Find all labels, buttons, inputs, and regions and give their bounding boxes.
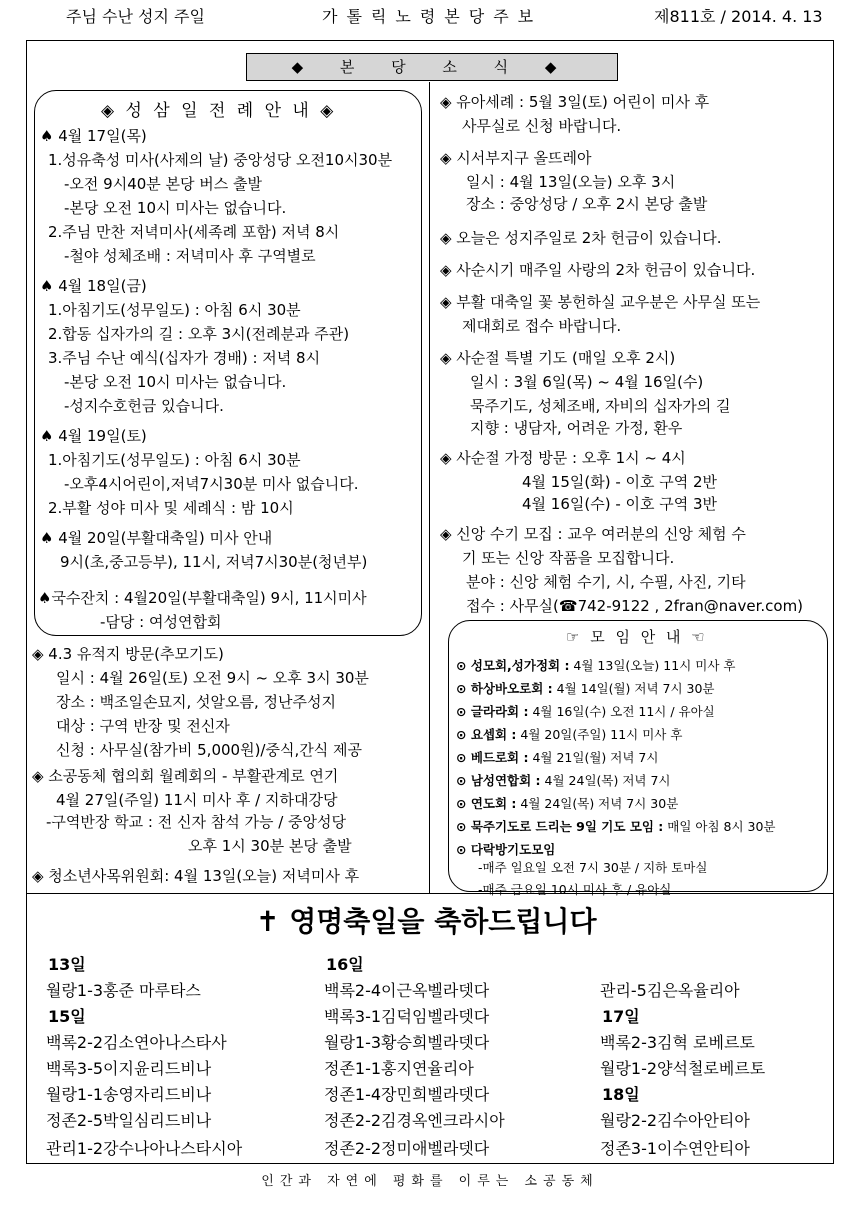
text-line: 4월 27일(주일) 11시 미사 후 / 지하대강당 <box>56 791 338 809</box>
text-line: ♠ 4월 17일(목) <box>40 127 147 145</box>
text-line: ◈ 사순절 특별 기도 (매일 오후 2시) <box>440 349 676 367</box>
feast-name: 관리1-2강수나아나스타시아 <box>46 1139 243 1158</box>
meeting-name: ⊙ 남성연합회 : 4월 24일(목) 저녁 7시 <box>456 773 671 788</box>
text-line: 일시 : 3월 6일(목) ~ 4월 16일(수) <box>470 373 704 391</box>
feast-name: 월랑1-1송영자리드비나 <box>46 1085 212 1104</box>
meeting-name: ⊙ 다락방기도모임 <box>456 842 556 857</box>
feast-name: 정존1-4장민희벨라뎃다 <box>324 1085 490 1104</box>
text-line: 지향 : 냉담자, 어려운 가정, 환우 <box>470 419 683 437</box>
feast-name: 정존2-2김경옥엔크라시아 <box>324 1111 505 1130</box>
text-line: 묵주기도, 성체조배, 자비의 십자가의 길 <box>470 397 731 415</box>
text-line: -본당 오전 10시 미사는 없습니다. <box>64 373 287 391</box>
meeting-name: ⊙ 연도회 : 4월 24일(목) 저녁 7시 30분 <box>456 796 679 811</box>
text-line: ◈ 신앙 수기 모집 : 교우 여러분의 신앙 체험 수 <box>440 525 746 543</box>
meeting-detail: 매일 아침 8시 30분 <box>663 819 776 834</box>
feast-date: 13일 <box>48 955 86 974</box>
text-line: ♠국수잔치 : 4월20일(부활대축일) 9시, 11시미사 <box>38 589 367 607</box>
text-line: ◈ 유아세례 : 5월 3일(토) 어린이 미사 후 <box>440 93 710 111</box>
text-line: 장소 : 중앙성당 / 오후 2시 본당 출발 <box>466 195 708 213</box>
text-line: ◈ 4.3 유적지 방문(추모기도) <box>32 645 224 663</box>
text-line: ♠ 4월 18일(금) <box>40 277 147 295</box>
text-line: -오후4시어린이,저녁7시30분 미사 없습니다. <box>64 475 359 493</box>
text-line: 4월 15일(화) - 이호 구역 2반 <box>522 473 718 491</box>
text-line: 장소 : 백조일손묘지, 섯알오름, 정난주성지 <box>56 693 336 711</box>
text-line: 대상 : 구역 반장 및 전신자 <box>56 717 230 735</box>
meeting-detail: 4월 24일(목) 저녁 7시 <box>540 773 671 788</box>
section-divider <box>26 893 834 894</box>
meeting-detail: 4월 21일(월) 저녁 7시 <box>528 750 659 765</box>
text-line: ◈ 사순절 가정 방문 : 오후 1시 ~ 4시 <box>440 449 686 467</box>
meeting-name: ⊙ 묵주기도로 드리는 9일 기도 모임 : 매일 아침 8시 30분 <box>456 819 776 834</box>
feast-name: 정존2-5박일심리드비나 <box>46 1111 212 1130</box>
feast-name: 월랑2-2김수아안티아 <box>600 1111 750 1130</box>
meeting-name: ⊙ 글라라회 : 4월 16일(수) 오전 11시 / 유아실 <box>456 704 715 719</box>
text-line: 분야 : 신앙 체험 수기, 시, 수필, 사진, 기타 <box>466 573 746 591</box>
column-divider <box>429 82 430 893</box>
text-line: 제대회로 접수 바랍니다. <box>462 317 622 335</box>
text-line: ◈ 청소년사목위원회: 4월 13일(오늘) 저녁미사 후 <box>32 867 360 885</box>
feast-name: 월랑1-3황승희벨라뎃다 <box>324 1033 490 1052</box>
text-line: 1.아침기도(성무일도) : 아침 6시 30분 <box>48 451 301 469</box>
text-line: -철야 성체조배 : 저녁미사 후 구역별로 <box>64 247 316 265</box>
meeting-detail: 4월 24일(목) 저녁 7시 30분 <box>516 796 679 811</box>
feast-date: 18일 <box>602 1085 640 1104</box>
text-line: 신청 : 사무실(참가비 5,000원)/중식,간식 제공 <box>56 741 362 759</box>
meeting-sub-line: -매주 금요일 10시 미사 후 / 유아실 <box>478 882 672 897</box>
feast-date: 15일 <box>48 1007 86 1026</box>
text-line: ◈ 시서부지구 올뜨레아 <box>440 149 592 167</box>
meeting-name: ⊙ 하상바오로회 : 4월 14일(월) 저녁 7시 30분 <box>456 681 715 696</box>
meeting-name: ⊙ 성모회,성가정회 : 4월 13일(오늘) 11시 미사 후 <box>456 658 736 673</box>
text-line: -성지수호헌금 있습니다. <box>64 397 224 415</box>
feast-date: 16일 <box>326 955 364 974</box>
footer-motto: 인간과 자연에 평화를 이루는 소공동체 <box>261 1174 599 1189</box>
meeting-sub-line: -매주 일요일 오전 7시 30분 / 지하 토마실 <box>478 860 708 875</box>
text-line: ◈ 사순시기 매주일 사랑의 2차 헌금이 있습니다. <box>440 261 756 279</box>
header-issue: 제811호 / 2014. 4. 13 <box>654 7 823 26</box>
feast-name: 백록2-3김혁 로베르토 <box>600 1033 755 1052</box>
text-line: 9시(초,중고등부), 11시, 저녁7시30분(청년부) <box>60 553 368 571</box>
feast-name: 관리-5김은옥율리아 <box>600 981 740 1000</box>
text-line: 1.성유축성 미사(사제의 날) 중앙성당 오전10시30분 <box>48 151 393 169</box>
text-line: -구역반장 학교 : 전 신자 참석 가능 / 중앙성당 <box>46 813 346 831</box>
meeting-detail: 4월 13일(오늘) 11시 미사 후 <box>569 658 736 673</box>
feast-date: 17일 <box>602 1007 640 1026</box>
text-line: ♠ 4월 20일(부활대축일) 미사 안내 <box>40 529 273 547</box>
feast-name: 백록2-4이근옥벨라뎃다 <box>324 981 490 1000</box>
feast-name: 월랑1-2양석철로베르토 <box>600 1059 766 1078</box>
feast-name: 백록3-1김덕임벨라뎃다 <box>324 1007 490 1026</box>
header-left: 주님 수난 성지 주일 <box>66 7 205 26</box>
text-line: -오전 9시40분 본당 버스 출발 <box>64 175 263 193</box>
feast-name: 백록3-5이지윤리드비나 <box>46 1059 212 1078</box>
text-line: 2.주님 만찬 저녁미사(세족례 포함) 저녁 8시 <box>48 223 340 241</box>
text-line: 사무실로 신청 바랍니다. <box>462 117 622 135</box>
text-line: 기 또는 신앙 작품을 모집합니다. <box>462 549 675 567</box>
meeting-detail: 4월 16일(수) 오전 11시 / 유아실 <box>528 704 715 719</box>
meeting-name: ⊙ 베드로회 : 4월 21일(월) 저녁 7시 <box>456 750 659 765</box>
feast-name: 월랑1-3홍준 마루타스 <box>46 981 201 1000</box>
text-line: ♠ 4월 19일(토) <box>40 427 147 445</box>
text-line: 오후 1시 30분 본당 출발 <box>188 837 352 855</box>
meeting-detail: 4월 20일(주일) 11시 미사 후 <box>516 727 683 742</box>
header-title: 가톨릭노령본당주보 <box>322 7 543 26</box>
feast-name: 정존1-1홍지연율리아 <box>324 1059 474 1078</box>
text-line: 2.합동 십자가의 길 : 오후 3시(전례분과 주관) <box>48 325 350 343</box>
text-line: -담당 : 여성연합회 <box>100 613 222 631</box>
text-line: 1.아침기도(성무일도) : 아침 6시 30분 <box>48 301 301 319</box>
feast-name: 백록2-2김소연아나스타사 <box>46 1033 227 1052</box>
text-line: 접수 : 사무실(☎742-9122 , 2fran@naver.com) <box>466 597 804 615</box>
section-banner: ◆ 본 당 소 식 ◆ <box>246 53 618 81</box>
text-line: 4월 16일(수) - 이호 구역 3반 <box>522 495 718 513</box>
text-line: 일시 : 4월 13일(오늘) 오후 3시 <box>466 173 676 191</box>
text-line: 일시 : 4월 26일(토) 오전 9시 ~ 오후 3시 30분 <box>56 669 369 687</box>
meetings-title: ☞ 모 임 안 내 ☜ <box>566 628 708 646</box>
text-line: ◈ 오늘은 성지주일로 2차 헌금이 있습니다. <box>440 229 722 247</box>
meeting-detail: 4월 14일(월) 저녁 7시 30분 <box>552 681 715 696</box>
triduum-title: ◈ 성 삼 일 전 례 안 내 ◈ <box>101 101 337 121</box>
text-line: 3.주님 수난 예식(십자가 경배) : 저녁 8시 <box>48 349 321 367</box>
meeting-name: ⊙ 요셉회 : 4월 20일(주일) 11시 미사 후 <box>456 727 683 742</box>
feast-title: ✝ 영명축일을 축하드립니다 <box>256 905 597 938</box>
text-line: 2.부활 성야 미사 및 세례식 : 밤 10시 <box>48 499 294 517</box>
text-line: -본당 오전 10시 미사는 없습니다. <box>64 199 287 217</box>
feast-name: 정존2-2정미애벨라뎃다 <box>324 1139 490 1158</box>
text-line: ◈ 부활 대축일 꽃 봉헌하실 교우분은 사무실 또는 <box>440 293 761 311</box>
text-line: ◈ 소공동체 협의회 월례회의 - 부활관계로 연기 <box>32 767 339 785</box>
feast-name: 정존3-1이수연안티아 <box>600 1139 750 1158</box>
